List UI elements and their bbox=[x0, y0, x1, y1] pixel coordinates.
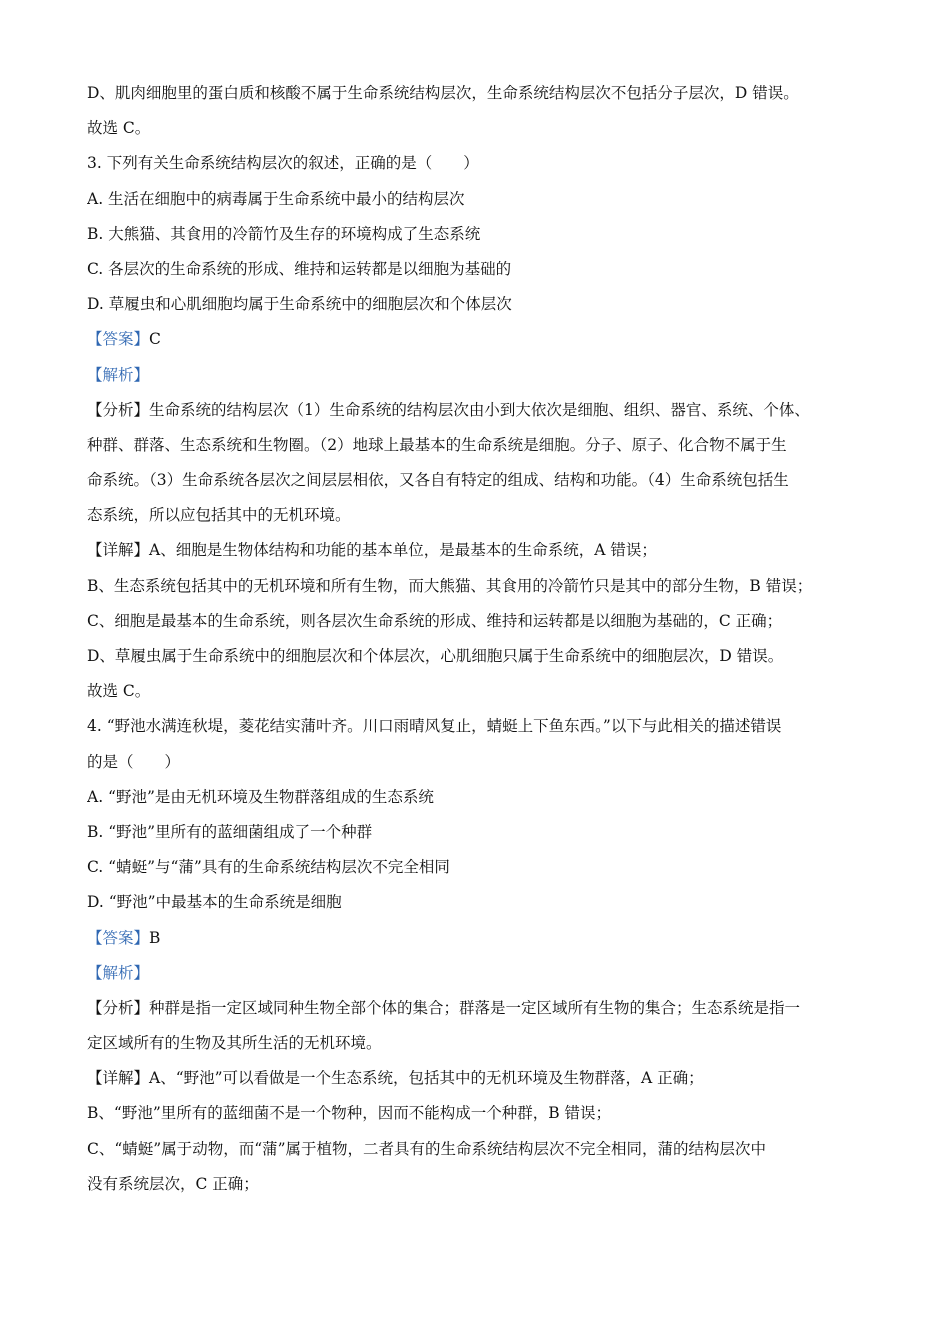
q3-fenxi-line-3: 命系统。（3）生命系统各层次之间层层相依，又各自有特定的组成、结构和功能。（4）生命系统包括生 bbox=[87, 471, 789, 490]
q3-option-c: C. 各层次的生命系统的形成、维持和运转都是以细胞为基础的 bbox=[87, 259, 512, 278]
q3-answer-value: C bbox=[149, 330, 161, 349]
q4-analysis-label: 【解析】 bbox=[87, 963, 150, 982]
q3-fenxi-line-2: 种群、群落、生态系统和生物圈。（2）地球上最基本的生命系统是细胞。分子、原子、化合物不属于生 bbox=[87, 435, 787, 454]
q3-fenxi-text-1: 生命系统的结构层次（1）生命系统的结构层次由小到大依次是细胞、组织、器官、系统、个体、 bbox=[149, 400, 810, 419]
q4-xiangjie-label: 【详解】 bbox=[87, 1069, 150, 1088]
q4-analysis-heading bbox=[87, 956, 863, 991]
q3-analysis-heading bbox=[87, 358, 863, 393]
q4-fenxi-line-1 bbox=[87, 991, 863, 1026]
q2-conclusion: 故选 C。 bbox=[87, 119, 151, 138]
q3-xiangjie-text-1: A、细胞是生物体结构和功能的基本单位，是最基本的生命系统，A 错误； bbox=[149, 541, 657, 560]
q4-xiangjie-line-4: 没有系统层次，C 正确； bbox=[87, 1174, 259, 1193]
q4-fenxi-text-1: 种群是指一定区域同种生物全部个体的集合；群落是一定区域所有生物的集合；生态系统是指一 bbox=[149, 998, 801, 1017]
q3-conclusion: 故选 C。 bbox=[87, 682, 151, 701]
q4-xiangjie-line-3: C、“蜻蜓”属于动物，而“蒲”属于植物，二者具有的生命系统结构层次不完全相同，蒲的结构层次中 bbox=[87, 1139, 767, 1158]
document-content bbox=[87, 76, 863, 1202]
q3-option-b: B. 大熊猫、其食用的冷箭竹及生存的环境构成了生态系统 bbox=[87, 224, 481, 243]
q4-xiangjie-line-1 bbox=[87, 1061, 863, 1096]
q2-option-d-explanation: D、肌肉细胞里的蛋白质和核酸不属于生命系统结构层次，生命系统结构层次不包括分子层次，D 错误。 bbox=[87, 84, 799, 102]
q3-answer bbox=[87, 322, 863, 357]
q4-xiangjie-line-2: B、“野池”里所有的蓝细菌不是一个物种，因而不能构成一个种群，B 错误； bbox=[87, 1104, 612, 1123]
q4-answer-label: 【答案】 bbox=[87, 928, 150, 947]
q4-option-a: A. “野池”是由无机环境及生物群落组成的生态系统 bbox=[87, 787, 434, 806]
q4-option-d: D. “野池”中最基本的生命系统是细胞 bbox=[87, 893, 342, 912]
q3-fenxi-line-1 bbox=[87, 393, 863, 428]
q3-xiangjie-line-4: D、草履虫属于生命系统中的细胞层次和个体层次，心肌细胞只属于生命系统中的细胞层次，D 错误。 bbox=[87, 647, 784, 665]
q4-xiangjie-text-1: A、“野池”可以看做是一个生态系统，包括其中的无机环境及生物群落，A 正确； bbox=[149, 1069, 704, 1088]
q4-stem-line-2: 的是（ ） bbox=[87, 752, 181, 771]
q3-answer-label: 【答案】 bbox=[87, 330, 150, 349]
q4-option-b: B. “野池”里所有的蓝细菌组成了一个种群 bbox=[87, 822, 373, 841]
q3-option-a: A. 生活在细胞中的病毒属于生命系统中最小的结构层次 bbox=[87, 189, 465, 208]
q3-fenxi-line-4: 态系统，所以应包括其中的无机环境。 bbox=[87, 506, 351, 525]
q3-xiangjie-line-3: C、细胞是最基本的生命系统，则各层次生命系统的形成、维持和运转都是以细胞为基础的，C 正确； bbox=[87, 611, 783, 630]
q4-fenxi-line-2: 定区域所有的生物及其所生活的无机环境。 bbox=[87, 1034, 382, 1053]
q3-xiangjie-label: 【详解】 bbox=[87, 541, 150, 560]
q4-answer-value: B bbox=[149, 928, 161, 947]
q4-stem-line-1: 4. “野池水满连秋堤，菱花结实蒲叶齐。川口雨晴风复止，蜻蜓上下鱼东西。”以下与此相关的描述错误 bbox=[87, 717, 782, 736]
q4-option-c: C. “蜻蜓”与“蒲”具有的生命系统结构层次不完全相同 bbox=[87, 858, 450, 877]
q4-answer bbox=[87, 921, 863, 956]
q3-fenxi-label: 【分析】 bbox=[87, 400, 150, 419]
q4-fenxi-label: 【分析】 bbox=[87, 998, 150, 1017]
q3-analysis-label: 【解析】 bbox=[87, 365, 150, 384]
q3-xiangjie-line-2: B、生态系统包括其中的无机环境和所有生物，而大熊猫、其食用的冷箭竹只是其中的部分生物，B 错误； bbox=[87, 576, 813, 595]
q3-option-d: D. 草履虫和心肌细胞均属于生命系统中的细胞层次和个体层次 bbox=[87, 295, 512, 314]
q3-stem: 3. 下列有关生命系统结构层次的叙述，正确的是（ ） bbox=[87, 154, 479, 173]
q3-xiangjie-line-1 bbox=[87, 533, 863, 568]
